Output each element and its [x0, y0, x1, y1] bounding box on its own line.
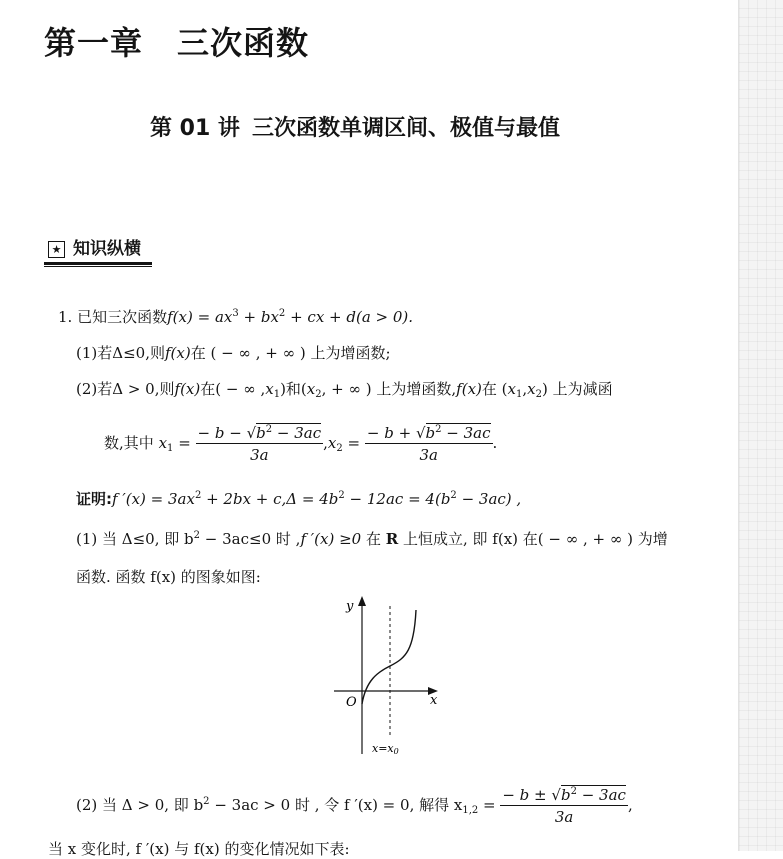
chapter-heading [44, 18, 309, 64]
proof-line: 证明:f $'(x) = 3ax^2 + 2bx + c,\Delta = 4b^2 - 12ac = 4(b^2 - 3ac)$ , [76, 490, 522, 508]
subscript: 2 [315, 389, 322, 400]
item1-case2: (2)若Δ > 0,则f(x)在( − ∞ $,x_1$)和($x_2$, + ∞ ) 上为增函数,f(x)在 $(x_1,x_2)$ 上为减函 [76, 380, 613, 400]
case-text: 在 ( [481, 380, 508, 398]
math-deriv: f ′(x) ≥0 [300, 530, 362, 548]
lecture-title: 三次函数单调区间、极值与最值 [251, 116, 560, 141]
cubic-curve [362, 610, 416, 704]
proof-math: − 12ac = 4(b [344, 490, 451, 508]
case-text: (2) 当 Δ > 0, 即 b [76, 796, 204, 814]
item-intro: 已知三次函数 [77, 308, 168, 326]
subscript: 1 [273, 389, 281, 400]
math-term: + cx + d(a > 0). [290, 308, 414, 326]
equals: = [178, 434, 191, 452]
chapter-title: 三次函数 [177, 24, 310, 62]
comma: , [627, 796, 633, 814]
page-margin-strip [738, 0, 783, 851]
proof-label: 证明: [76, 490, 112, 508]
sqrt-b: b [256, 424, 266, 442]
subscript: 1,2 [462, 805, 479, 816]
sqrt-b: b [560, 786, 571, 804]
proof-case2 [76, 786, 633, 826]
root-fraction: $\frac{- b \pm √b^2 - 3ac}{3a}$ [502, 786, 626, 826]
math-term: + bx [243, 308, 279, 326]
math-func: f(x) [164, 344, 191, 362]
proof-math: + 2bx + c,Δ = 4b [201, 490, 339, 508]
section-underline [44, 262, 152, 265]
lecture-heading [150, 111, 560, 142]
math-var: x [306, 380, 316, 398]
last-line: 当 x 变化时, f ′(x) 与 f(x) 的变化情况如下表: [48, 840, 350, 858]
math-var: x [327, 434, 337, 452]
case-text: 在 ( − ∞ , + ∞ ) 上为增函数; [190, 344, 391, 362]
x1-fraction: $\frac{- b - √b^2 - 3ac}{3a}$ [197, 424, 322, 464]
case-text: − 3ac > 0 时 , 令 f ′(x) = 0, 解得 x [209, 796, 463, 814]
case-text: 在 [361, 530, 386, 548]
section-heading [48, 234, 141, 259]
y-label: y [346, 599, 354, 614]
frac-den: 3a [554, 808, 574, 826]
frac-num: − b + [366, 424, 416, 442]
case-text: (1) 当 Δ≤0, 即 b [76, 530, 194, 548]
frac-den: 3a [250, 446, 269, 464]
case-text: 则 [149, 344, 165, 362]
case-text: − 3ac≤0 时 , [200, 530, 301, 548]
item1-statement [58, 306, 413, 327]
period: . [492, 434, 498, 452]
exponent: 2 [194, 490, 202, 501]
cubic-graph [326, 594, 446, 762]
star-box-icon: ★ [48, 241, 65, 258]
exponent: 2 [278, 308, 286, 319]
case-text: ) 上为减函 [541, 380, 613, 398]
exponent: 2 [203, 796, 210, 807]
case-cond: Δ > 0, [112, 380, 160, 398]
section-title: 知识纵横 [73, 239, 141, 259]
frac-num: − b ± [502, 786, 552, 804]
real-set: R [385, 530, 399, 548]
roots-text: 数,其中 [104, 434, 154, 452]
sqrt-rest: − 3ac [441, 424, 491, 442]
case-text: 上恒成立, 即 f(x) 在( − ∞ , + ∞ ) 为增 [398, 530, 668, 548]
proof-case1 [76, 528, 668, 549]
lecture-label: 第 01 讲 [150, 116, 240, 141]
math-func: f(x) [167, 308, 193, 326]
proof-case1-line2: 函数. 函数 f(x) 的图象如图: [76, 568, 261, 586]
origin-label: O [346, 695, 357, 710]
math-term: = ax [197, 308, 233, 326]
exponent: 2 [265, 424, 273, 435]
exponent: 2 [193, 530, 201, 541]
line-label: x=x0 [372, 742, 399, 756]
chapter-label: 第一章 [44, 24, 144, 62]
x-label: x [430, 693, 438, 708]
sqrt-rest: − 3ac [272, 424, 322, 442]
case-text: )和( [280, 380, 307, 398]
math-func: f(x) [456, 380, 482, 398]
section-underline-thin [44, 266, 152, 267]
x2-fraction: $\frac{- b + √b^2 - 3ac}{3a}$ [366, 424, 491, 464]
item1-roots: 数,其中 $x_1$ = $\frac{- b - √b^2 - 3ac}{3a}$ $,x_2$ = $\frac{- b + √b^2 - 3ac}{3a}$ . [104, 424, 498, 464]
equals: = [347, 434, 361, 452]
item-number: 1. [58, 308, 73, 326]
y-axis-arrow [358, 596, 366, 606]
proof-math: − 3ac) , [456, 490, 522, 508]
case-text: 在( − ∞ , [200, 380, 266, 398]
math-var: x [158, 434, 168, 452]
case-prefix: (1)若 [76, 344, 113, 362]
math-func: f(x) [174, 380, 201, 398]
exponent: 3 [232, 308, 239, 319]
case-text: , + ∞ ) 上为增函数, [321, 380, 457, 398]
proof-math: f ′(x) = 3ax [112, 490, 195, 508]
sqrt-rest: − 3ac [576, 786, 626, 804]
frac-num: − b − [197, 424, 247, 442]
frac-den: 3a [419, 446, 438, 464]
comma: , [323, 434, 328, 452]
case-cond: Δ≤0, [112, 344, 150, 362]
case-prefix: (2)若 [76, 380, 113, 398]
sqrt-b: b [425, 424, 436, 442]
case-text: 则 [159, 380, 175, 398]
math-var: x [265, 380, 274, 398]
equals: = [478, 796, 501, 814]
item1-case1 [76, 342, 391, 363]
